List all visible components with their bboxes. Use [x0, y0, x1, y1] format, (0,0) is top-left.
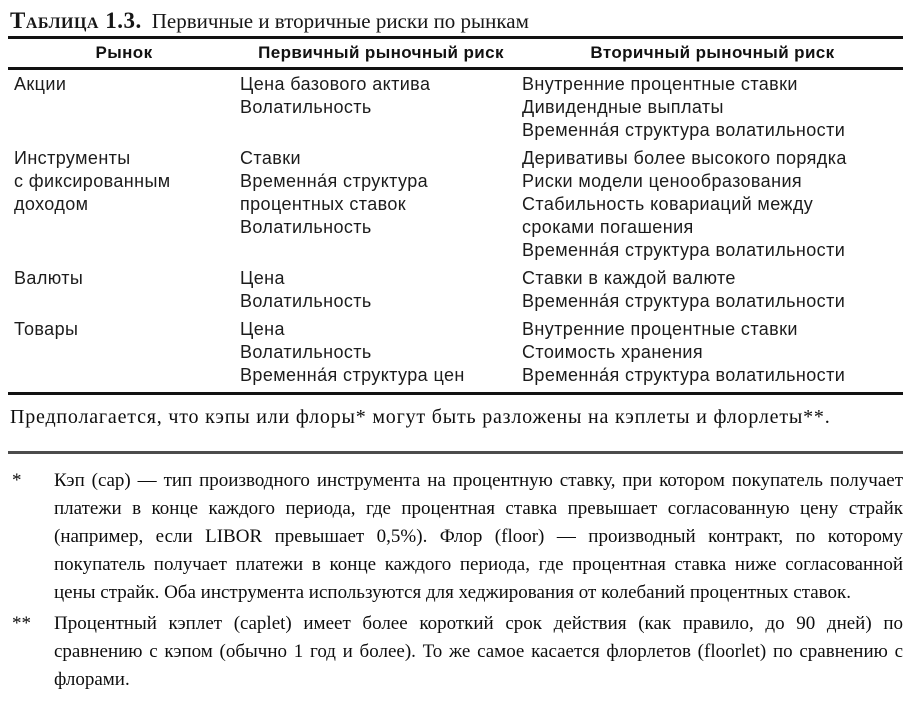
- cell-line: Риски модели ценообразования: [522, 171, 803, 191]
- cell-line: Стоимость хранения: [522, 342, 704, 362]
- cell-market: [8, 318, 240, 387]
- table-number: Таблица 1.3.: [10, 8, 142, 33]
- cell-line: Волатильность: [240, 217, 372, 237]
- cell-line: Временна́я структура: [240, 171, 429, 191]
- cell-secondary-risk: [522, 147, 903, 262]
- footnote-marker: **: [12, 612, 31, 634]
- footnote-text: Кэп (cap) — тип производного инструмента на процентную ставку, при котором покупатель получает платежи в конце каждого периода, где процентная ставка превышает согласованную цену страйк (например, если LIBOR превышает 0,5%). Флор (floor) — производный контракт, по которому покупатель получает платежи в конце каждого периода, где процентная ставка ниже согласованной цены страйк. Оба инструмента используются для хеджирования от колебаний процентных ставок.: [54, 469, 903, 603]
- cell-line: сроками погашения: [522, 217, 694, 237]
- cell-line: Волатильность: [240, 97, 372, 117]
- footnote-item: [8, 610, 903, 694]
- footnote-item: [8, 467, 903, 607]
- cell-line: Дивидендные выплаты: [522, 97, 724, 117]
- table-row: [8, 267, 903, 313]
- cell-line: Валюты: [14, 268, 84, 288]
- footnotes-section: [8, 454, 903, 694]
- cell-line: Волатильность: [240, 342, 372, 362]
- cell-primary-risk: [240, 318, 522, 387]
- cell-line: Внутренние процентные ставки: [522, 319, 798, 339]
- table-title: Первичные и вторичные риски по рынкам: [151, 9, 529, 33]
- footnote-text: Процентный кэплет (caplet) имеет более короткий срок действия (как правило, до 90 дней) по сравнению с кэпом (обычно 1 год и более). То же самое касается флорлетов (floorlet) по сравнению с флорами.: [54, 612, 903, 690]
- cell-line: Временна́я структура волатильности: [522, 291, 846, 311]
- table-caption: [8, 0, 903, 36]
- cell-line: Внутренние процентные ставки: [522, 74, 798, 94]
- cell-primary-risk: [240, 267, 522, 313]
- table-row: [8, 147, 903, 262]
- cell-line: доходом: [14, 194, 89, 214]
- cell-line: Инструменты: [14, 148, 131, 168]
- cell-line: Деривативы более высокого порядка: [522, 148, 847, 168]
- cell-line: с фиксированным: [14, 171, 171, 191]
- cell-line: Стабильность ковариаций между: [522, 194, 814, 214]
- table-header-row: [8, 39, 903, 67]
- cell-line: Ставки: [240, 148, 301, 168]
- cell-line: процентных ставок: [240, 194, 407, 214]
- cell-line: Цена базового актива: [240, 74, 431, 94]
- header-secondary-risk: Вторичный рыночный риск: [590, 43, 835, 62]
- cell-secondary-risk: [522, 73, 903, 142]
- cell-market: [8, 147, 240, 262]
- cell-line: Цена: [240, 268, 285, 288]
- header-market: Рынок: [95, 43, 153, 62]
- cell-line: Ставки в каждой валюте: [522, 268, 736, 288]
- table-note: Предполагается, что кэпы или флоры* могут быть разложены на кэплеты и флорлеты**.: [10, 405, 831, 428]
- cell-line: Временна́я структура волатильности: [522, 240, 846, 260]
- cell-line: Временна́я структура цен: [240, 365, 465, 385]
- table-body: [8, 70, 903, 387]
- table-row: [8, 73, 903, 142]
- cell-line: Временна́я структура волатильности: [522, 120, 846, 140]
- cell-line: Товары: [14, 319, 79, 339]
- cell-line: Цена: [240, 319, 285, 339]
- cell-market: [8, 267, 240, 313]
- cell-primary-risk: [240, 147, 522, 262]
- cell-primary-risk: [240, 73, 522, 142]
- cell-market: [8, 73, 240, 142]
- footnote-marker: *: [12, 469, 22, 491]
- cell-secondary-risk: [522, 318, 903, 387]
- table-row: [8, 318, 903, 387]
- cell-line: Акции: [14, 74, 67, 94]
- cell-line: Временна́я структура волатильности: [522, 365, 846, 385]
- header-primary-risk: Первичный рыночный риск: [258, 43, 504, 62]
- cell-secondary-risk: [522, 267, 903, 313]
- cell-line: Волатильность: [240, 291, 372, 311]
